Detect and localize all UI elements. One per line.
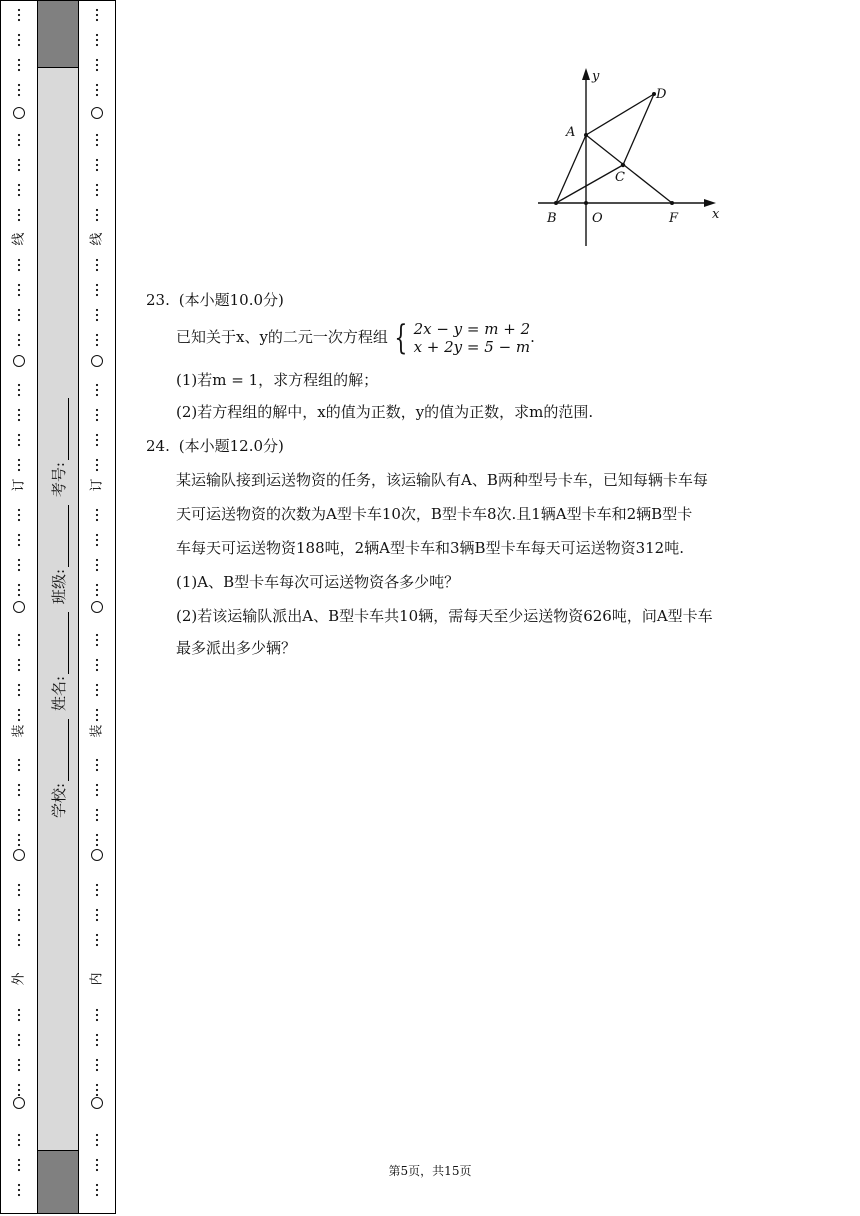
q24-part-2-line-1: (2)若该运输队派出A、B型卡车共10辆，需每天至少运送物资626吨，问A型卡车 [176, 607, 713, 625]
seal-dots [18, 884, 20, 896]
seal-dots [18, 1084, 20, 1096]
label-a: A [566, 125, 576, 140]
binding-margin [0, 0, 116, 1216]
seal-dots [18, 659, 20, 671]
seal-dots [96, 9, 98, 21]
seal-circle [92, 356, 103, 367]
outer-label-3: 外 [11, 972, 27, 986]
seal-dots [96, 284, 98, 296]
exam-number-field[interactable]: 考号: [48, 398, 69, 497]
seal-dots [96, 1134, 98, 1146]
seal-dots [18, 334, 20, 346]
seal-dots [18, 784, 20, 796]
question-23 [146, 290, 746, 430]
seal-dots [18, 709, 20, 721]
seal-dots [18, 159, 20, 171]
seal-dots [96, 534, 98, 546]
seal-circle [92, 108, 103, 119]
seal-circle [14, 108, 25, 119]
figure-lines [556, 94, 672, 203]
school-field[interactable]: 学校: [48, 719, 69, 818]
seal-dots [18, 34, 20, 46]
seal-dots [18, 684, 20, 696]
seal-dots [18, 84, 20, 96]
inner-label-3: 内 [89, 972, 105, 986]
seal-dots [18, 1134, 20, 1146]
q23-part-2: (2)若方程组的解中，x的值为正数，y的值为正数，求m的范围. [176, 403, 594, 421]
seal-dots [96, 559, 98, 571]
label-b: B [547, 211, 557, 226]
outer-strip [1, 1, 37, 1215]
seal-dots [18, 834, 20, 846]
seal-dots [18, 809, 20, 821]
seal-dots [18, 209, 20, 221]
seal-dots [96, 834, 98, 846]
page-footer: 第5页，共15页 [388, 1164, 472, 1178]
label-o: O [592, 211, 603, 226]
seal-dots [96, 59, 98, 71]
seal-dots [18, 1009, 20, 1021]
inner-seal-column [78, 0, 116, 1214]
seal-dots [96, 134, 98, 146]
q24-part-1: (1)A、B型卡车每次可运送物资各多少吨？ [176, 573, 460, 591]
label-f: F [669, 211, 679, 226]
q23-part-1: (1)若m = 1，求方程组的解； [176, 371, 379, 389]
class-field[interactable]: 班级: [48, 505, 69, 604]
seal-dots [96, 659, 98, 671]
seal-dots [18, 309, 20, 321]
seal-dots [18, 509, 20, 521]
seal-dots [18, 934, 20, 946]
seal-dots [96, 1059, 98, 1071]
seal-dots [96, 1184, 98, 1196]
seal-dots [96, 34, 98, 46]
seal-circle [14, 356, 25, 367]
inner-label-0: 线 [89, 232, 105, 246]
q24-line-2: 天可运送物资的次数为A型卡车10次，B型卡车8次.且1辆A型卡车和2辆B型卡 [176, 505, 693, 523]
seal-dots [96, 784, 98, 796]
inner-strip [79, 1, 115, 1215]
seal-dots [96, 684, 98, 696]
seal-dots [96, 709, 98, 721]
seal-dots [96, 1084, 98, 1096]
seal-dots [96, 434, 98, 446]
seal-dots [96, 334, 98, 346]
equation-2: x + 2y = 5 − m [413, 338, 531, 356]
seal-dots [96, 1034, 98, 1046]
seal-dots [96, 384, 98, 396]
question-number: 24. [146, 437, 170, 455]
outer-label-0: 线 [11, 232, 27, 246]
seal-circle [14, 1098, 25, 1109]
seal-dots [18, 59, 20, 71]
outer-label-2: 装 [11, 724, 27, 738]
inner-label-2: 装 [89, 724, 105, 738]
equation-period: . [530, 328, 535, 346]
seal-dots [96, 584, 98, 596]
q24-part-2-line-2: 最多派出多少辆？ [176, 639, 297, 657]
seal-dots [18, 909, 20, 921]
seal-dots [18, 534, 20, 546]
seal-dots [18, 184, 20, 196]
seal-circle [14, 602, 25, 613]
seal-dots [18, 1034, 20, 1046]
seal-dots [18, 9, 20, 21]
student-info [42, 398, 74, 818]
seal-dots [18, 134, 20, 146]
equation-1: 2x − y = m + 2 [413, 320, 531, 338]
bottom-dark-block [38, 1150, 78, 1213]
top-dark-block [38, 1, 78, 68]
seal-dots [96, 809, 98, 821]
coordinate-figure [530, 58, 730, 250]
seal-dots [96, 409, 98, 421]
seal-dots [96, 259, 98, 271]
seal-dots [18, 409, 20, 421]
seal-dots [96, 934, 98, 946]
q23-intro: 已知关于x、y的二元一次方程组 [176, 328, 388, 346]
seal-circle [14, 850, 25, 861]
outer-label-1: 订 [11, 478, 27, 492]
outer-seal-column [0, 0, 38, 1214]
seal-circle [92, 1098, 103, 1109]
seal-dots [96, 459, 98, 471]
question-24 [146, 436, 746, 666]
seal-dots [18, 1184, 20, 1196]
seal-dots [96, 759, 98, 771]
question-score: (本小题10.0分) [178, 291, 284, 309]
name-field[interactable]: 姓名: [48, 612, 69, 711]
seal-dots [96, 309, 98, 321]
equation-system: { 2x − y = m + 2 x + 2y = 5 − m [394, 318, 531, 358]
seal-dots [96, 884, 98, 896]
label-x: x [712, 207, 720, 222]
inner-label-1: 订 [89, 478, 105, 492]
question-number: 23. [146, 291, 170, 309]
label-c: C [615, 170, 625, 185]
seal-dots [18, 284, 20, 296]
label-d: D [656, 87, 667, 102]
seal-dots [18, 1059, 20, 1071]
seal-dots [18, 584, 20, 596]
seal-dots [96, 509, 98, 521]
seal-dots [96, 1009, 98, 1021]
seal-dots [18, 559, 20, 571]
seal-dots [96, 159, 98, 171]
q24-line-1: 某运输队接到运送物资的任务，该运输队有A、B两种型号卡车，已知每辆卡车每 [176, 471, 708, 489]
seal-circle [92, 602, 103, 613]
seal-dots [18, 459, 20, 471]
seal-dots [96, 209, 98, 221]
seal-dots [18, 759, 20, 771]
seal-dots [18, 634, 20, 646]
question-score: (本小题12.0分) [178, 437, 284, 455]
seal-dots [96, 184, 98, 196]
label-y: y [592, 69, 600, 84]
seal-circle [92, 850, 103, 861]
seal-dots [96, 84, 98, 96]
seal-dots [18, 434, 20, 446]
q24-line-3: 车每天可运送物资188吨，2辆A型卡车和3辆B型卡车每天可运送物资312吨. [176, 539, 684, 557]
seal-dots [96, 634, 98, 646]
seal-dots [96, 909, 98, 921]
seal-dots [18, 384, 20, 396]
seal-dots [18, 259, 20, 271]
q23-intro-line [176, 320, 736, 356]
